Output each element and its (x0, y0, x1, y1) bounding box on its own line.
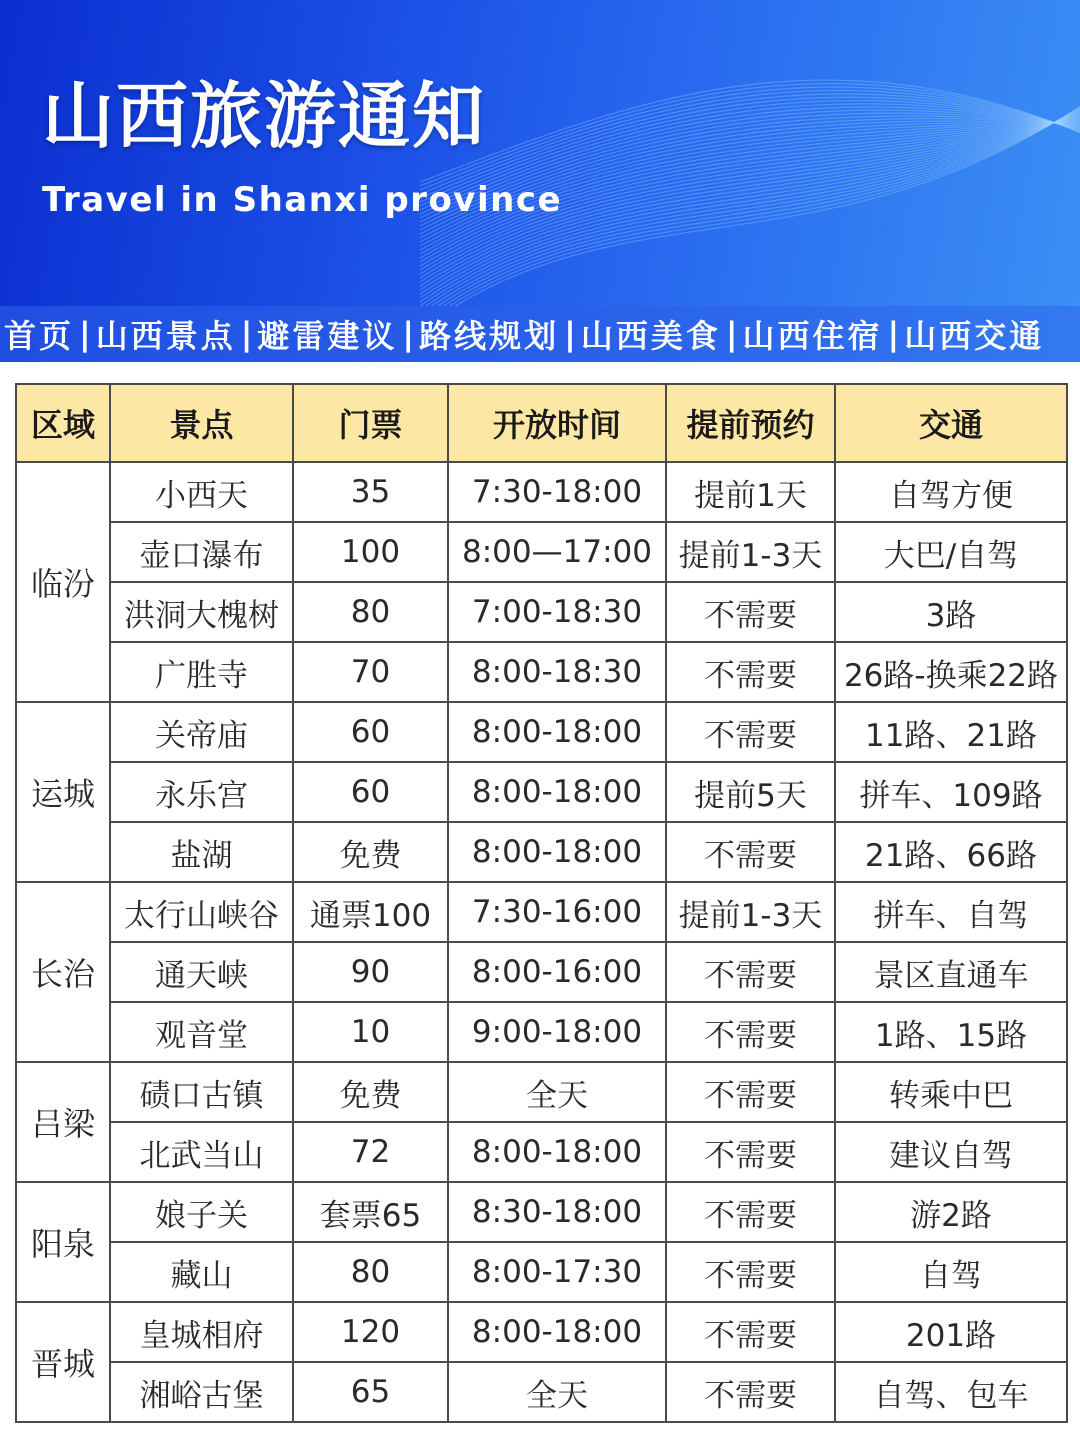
reservation-cell: 提前1天 (666, 462, 835, 522)
reservation-cell: 不需要 (666, 582, 835, 642)
attraction-cell: 盐湖 (110, 822, 293, 882)
column-header: 景点 (110, 384, 293, 462)
reservation-cell: 不需要 (666, 822, 835, 882)
ticket-cell: 72 (293, 1122, 448, 1182)
transport-cell: 自驾方便 (835, 462, 1067, 522)
transport-cell: 3路 (835, 582, 1067, 642)
attraction-cell: 皇城相府 (110, 1302, 293, 1362)
table-row (16, 462, 1067, 522)
transport-cell: 拼车、109路 (835, 762, 1067, 822)
table-row (16, 1062, 1067, 1122)
reservation-cell: 提前1-3天 (666, 882, 835, 942)
transport-cell: 21路、66路 (835, 822, 1067, 882)
table-header-row (16, 384, 1067, 462)
attraction-cell: 太行山峡谷 (110, 882, 293, 942)
nav-item-4[interactable]: 山西美食 (580, 317, 721, 355)
reservation-cell: 不需要 (666, 1122, 835, 1182)
region-cell: 运城 (16, 702, 110, 882)
hours-cell: 全天 (448, 1062, 666, 1122)
region-cell: 晋城 (16, 1302, 110, 1422)
ticket-cell: 10 (293, 1002, 448, 1062)
table-row (16, 702, 1067, 762)
transport-cell: 游2路 (835, 1182, 1067, 1242)
nav-item-1[interactable]: 山西景点 (95, 317, 236, 355)
attraction-cell: 永乐宫 (110, 762, 293, 822)
transport-cell: 大巴/自驾 (835, 522, 1067, 582)
reservation-cell: 不需要 (666, 1182, 835, 1242)
attractions-table-container (15, 383, 1068, 1423)
attraction-cell: 娘子关 (110, 1182, 293, 1242)
reservation-cell: 不需要 (666, 1002, 835, 1062)
hours-cell: 9:00-18:00 (448, 1002, 666, 1062)
column-header: 门票 (293, 384, 448, 462)
nav-item-5[interactable]: 山西住宿 (742, 317, 883, 355)
nav-separator: | (240, 315, 253, 353)
nav-separator: | (887, 315, 900, 353)
nav-item-0[interactable]: 首页 (4, 317, 75, 355)
reservation-cell: 不需要 (666, 1242, 835, 1302)
reservation-cell: 不需要 (666, 702, 835, 762)
attraction-cell: 北武当山 (110, 1122, 293, 1182)
attraction-cell: 观音堂 (110, 1002, 293, 1062)
table-body (16, 462, 1067, 1422)
hours-cell: 8:00-18:30 (448, 642, 666, 702)
attraction-cell: 关帝庙 (110, 702, 293, 762)
attraction-cell: 碛口古镇 (110, 1062, 293, 1122)
hours-cell: 8:00-16:00 (448, 942, 666, 1002)
nav-separator: | (79, 315, 91, 353)
transport-cell: 201路 (835, 1302, 1067, 1362)
reservation-cell: 不需要 (666, 1062, 835, 1122)
transport-cell: 1路、15路 (835, 1002, 1067, 1062)
table-row (16, 1122, 1067, 1182)
hours-cell: 8:00-18:00 (448, 702, 666, 762)
reservation-cell: 不需要 (666, 1302, 835, 1362)
page-subtitle: Travel in Shanxi province (42, 180, 563, 220)
reservation-cell: 提前5天 (666, 762, 835, 822)
ticket-cell: 套票65 (293, 1182, 448, 1242)
table-row (16, 942, 1067, 1002)
ticket-cell: 免费 (293, 1062, 448, 1122)
table-row (16, 582, 1067, 642)
reservation-cell: 提前1-3天 (666, 522, 835, 582)
reservation-cell: 不需要 (666, 642, 835, 702)
attraction-cell: 洪洞大槐树 (110, 582, 293, 642)
page-title: 山西旅游通知 (42, 74, 487, 158)
nav-item-3[interactable]: 路线规划 (419, 317, 560, 355)
column-header: 区域 (16, 384, 110, 462)
ticket-cell: 120 (293, 1302, 448, 1362)
transport-cell: 景区直通车 (835, 942, 1067, 1002)
ticket-cell: 通票100 (293, 882, 448, 942)
region-cell: 阳泉 (16, 1182, 110, 1302)
ticket-cell: 90 (293, 942, 448, 1002)
nav-separator: | (402, 315, 415, 353)
hours-cell: 8:00-17:30 (448, 1242, 666, 1302)
hours-cell: 7:30-18:00 (448, 462, 666, 522)
transport-cell: 建议自驾 (835, 1122, 1067, 1182)
ticket-cell: 60 (293, 762, 448, 822)
ticket-cell: 65 (293, 1362, 448, 1422)
column-header: 交通 (835, 384, 1067, 462)
column-header: 提前预约 (666, 384, 835, 462)
nav-separator: | (725, 315, 738, 353)
hours-cell: 全天 (448, 1362, 666, 1422)
table-row (16, 1362, 1067, 1422)
nav-separator: | (564, 315, 576, 353)
ticket-cell: 100 (293, 522, 448, 582)
table-row (16, 882, 1067, 942)
table-row (16, 822, 1067, 882)
region-cell: 临汾 (16, 462, 110, 702)
hours-cell: 7:00-18:30 (448, 582, 666, 642)
hours-cell: 8:00-18:00 (448, 1302, 666, 1362)
attraction-cell: 通天峡 (110, 942, 293, 1002)
transport-cell: 11路、21路 (835, 702, 1067, 762)
ticket-cell: 60 (293, 702, 448, 762)
hours-cell: 8:30-18:00 (448, 1182, 666, 1242)
region-cell: 长治 (16, 882, 110, 1062)
attraction-cell: 壶口瀑布 (110, 522, 293, 582)
attraction-cell: 小西天 (110, 462, 293, 522)
region-cell: 吕梁 (16, 1062, 110, 1182)
nav-bar (0, 306, 1080, 362)
table-row (16, 1182, 1067, 1242)
transport-cell: 自驾、包车 (835, 1362, 1067, 1422)
ticket-cell: 免费 (293, 822, 448, 882)
nav-item-6[interactable]: 山西交通 (904, 317, 1045, 355)
transport-cell: 拼车、自驾 (835, 882, 1067, 942)
table-row (16, 1242, 1067, 1302)
reservation-cell: 不需要 (666, 942, 835, 1002)
attraction-cell: 藏山 (110, 1242, 293, 1302)
attraction-cell: 广胜寺 (110, 642, 293, 702)
nav-item-2[interactable]: 避雷建议 (257, 317, 398, 355)
hours-cell: 8:00—17:00 (448, 522, 666, 582)
hours-cell: 8:00-18:00 (448, 762, 666, 822)
ticket-cell: 80 (293, 582, 448, 642)
attraction-cell: 湘峪古堡 (110, 1362, 293, 1422)
ticket-cell: 80 (293, 1242, 448, 1302)
table-row (16, 1302, 1067, 1362)
table-row (16, 642, 1067, 702)
table-row (16, 762, 1067, 822)
reservation-cell: 不需要 (666, 1362, 835, 1422)
header-banner (0, 0, 1080, 310)
ticket-cell: 70 (293, 642, 448, 702)
transport-cell: 自驾 (835, 1242, 1067, 1302)
table-row (16, 522, 1067, 582)
column-header: 开放时间 (448, 384, 666, 462)
hours-cell: 8:00-18:00 (448, 822, 666, 882)
ticket-cell: 35 (293, 462, 448, 522)
transport-cell: 转乘中巴 (835, 1062, 1067, 1122)
transport-cell: 26路-换乘22路 (835, 642, 1067, 702)
hours-cell: 7:30-16:00 (448, 882, 666, 942)
hours-cell: 8:00-18:00 (448, 1122, 666, 1182)
table-row (16, 1002, 1067, 1062)
attractions-table (15, 383, 1068, 1423)
